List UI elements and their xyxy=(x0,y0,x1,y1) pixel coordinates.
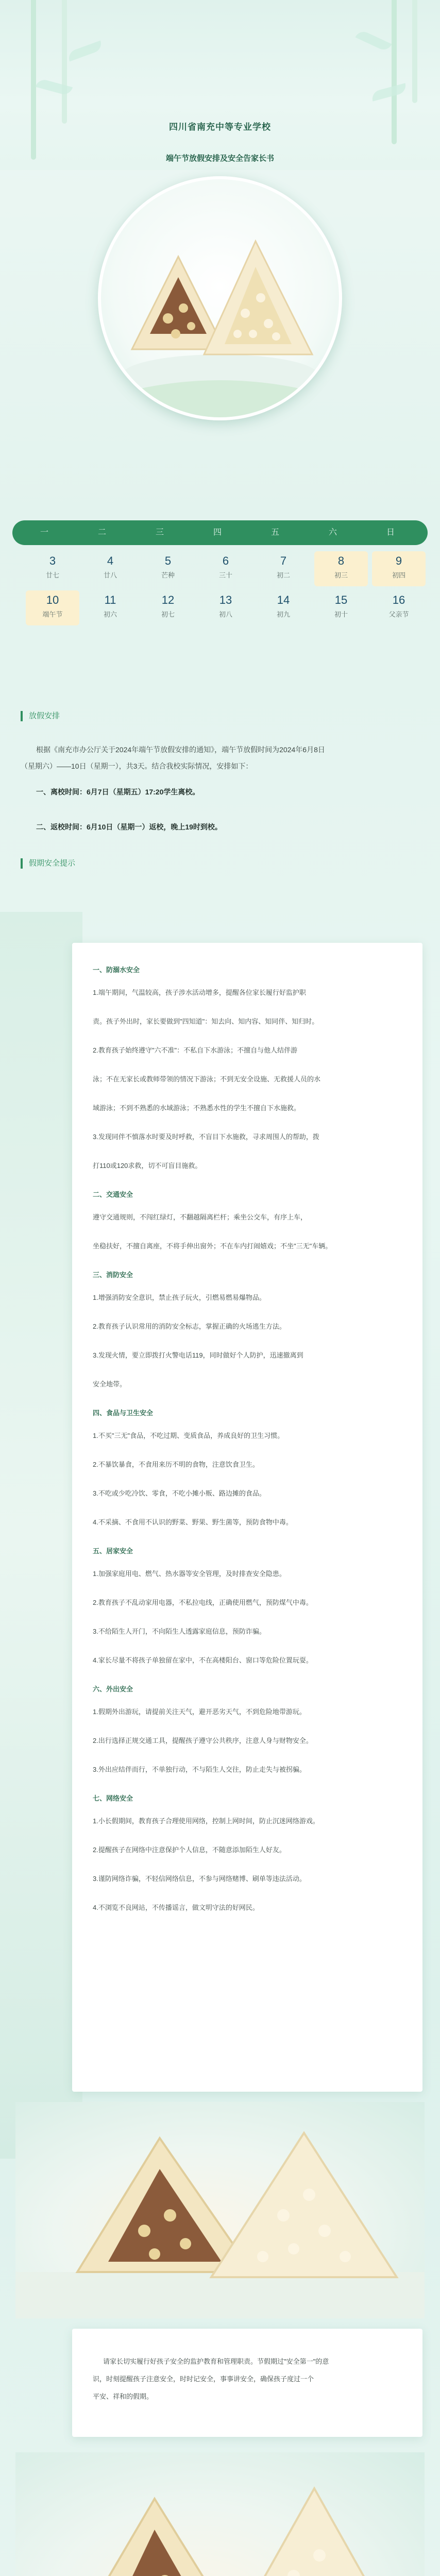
weekday-mon: 一 xyxy=(40,528,48,537)
bamboo-decoration xyxy=(62,0,67,124)
leaf-decoration xyxy=(370,83,408,101)
calendar-day xyxy=(199,551,252,586)
safety-line: 1.小长假期间，教育孩子合理使用网络，控制上网时间，防止沉迷网络游戏。 xyxy=(93,1817,319,1825)
safety-line: 打110或120求救，切不可盲目施救。 xyxy=(93,1162,202,1170)
calendar-day xyxy=(199,590,252,625)
calendar-day-holiday xyxy=(26,590,79,625)
safety-section-heading: 四、食品与卫生安全 xyxy=(93,1409,154,1417)
zongzi-hero-image xyxy=(98,176,342,420)
safety-line: 4.不采摘、不食用不认识的野菜、野果、野生菌等，预防食物中毒。 xyxy=(93,1518,293,1526)
safety-line: 4.不浏览不良网站，不传播谣言，做文明守法的好网民。 xyxy=(93,1904,259,1911)
day-number: 7 xyxy=(280,554,287,567)
safety-line: 2.出行选择正规交通工具，提醒孩子遵守公共秩序，注意人身与财物安全。 xyxy=(93,1737,313,1744)
lunar-date: 初三 xyxy=(334,571,348,579)
safety-line: 2.提醒孩子在网络中注意保护个人信息，不随意添加陌生人好友。 xyxy=(93,1846,286,1854)
calendar-day xyxy=(257,551,310,586)
lunar-date: 初二 xyxy=(276,571,290,579)
day-number: 16 xyxy=(392,594,405,606)
safety-line: 2.教育孩子认识常用的消防安全标志，掌握正确的火场逃生方法。 xyxy=(93,1323,286,1330)
safety-line: 3.不吃或少吃冷饮、零食，不吃小摊小贩、路边摊的食品。 xyxy=(93,1489,266,1497)
weekday-sat: 六 xyxy=(328,528,337,537)
lunar-date: 初十 xyxy=(334,611,348,618)
safety-line: 安全地带。 xyxy=(93,1380,127,1388)
day-number: 3 xyxy=(49,554,56,567)
zongzi-illustration xyxy=(101,179,339,417)
page-title: 端午节放假安排及安全告家长书 xyxy=(165,154,274,163)
day-number: 14 xyxy=(277,594,290,606)
day-number: 8 xyxy=(337,554,345,567)
closing-text-line: 请家长切实履行好孩子安全的监护教育和管理职责。节假期过"安全第一"的意 xyxy=(103,2358,329,2365)
calendar-day xyxy=(372,590,426,625)
closing-text-line: 识，时刻提醒孩子注意安全，时时记安全，事事讲安全，确保孩子度过一个 xyxy=(93,2375,314,2383)
bamboo-decoration xyxy=(31,0,36,160)
calendar-day xyxy=(141,590,195,625)
safety-line: 3.发现同伴不慎落水时要及时呼救，不盲目下水施救，寻求周围人的帮助，拨 xyxy=(93,1133,319,1141)
weekday-sun: 日 xyxy=(386,528,395,537)
safety-line: 1.不买"三无"食品，不吃过期、变质食品，养成良好的卫生习惯。 xyxy=(93,1432,284,1439)
calendar-day-holiday xyxy=(314,551,368,586)
calendar-day xyxy=(314,590,368,625)
calendar-day xyxy=(83,551,137,586)
lunar-date: 初七 xyxy=(161,611,175,618)
safety-line: 1.增强消防安全意识，禁止孩子玩火，引燃易燃易爆物品。 xyxy=(93,1294,266,1301)
day-number: 5 xyxy=(164,554,172,567)
safety-section-heading: 五、居家安全 xyxy=(93,1547,133,1555)
zongzi-photo-illustration xyxy=(15,2102,425,2318)
safety-section-heading: 三、消防安全 xyxy=(93,1271,133,1279)
weekday-wed: 三 xyxy=(155,528,164,537)
lunar-date: 端午节 xyxy=(42,611,63,618)
section-label-holiday: 放假安排 xyxy=(21,711,60,721)
zongzi-photo-2 xyxy=(15,2452,425,2576)
closing-text-line: 平安、祥和的假期。 xyxy=(93,2393,154,2400)
page-header xyxy=(0,0,440,170)
safety-line: 2.不暴饮暴食，不食用来历不明的食物，注意饮食卫生。 xyxy=(93,1461,259,1468)
calendar-day xyxy=(257,590,310,625)
zongzi-photo xyxy=(15,2102,425,2318)
day-number: 15 xyxy=(334,594,348,606)
lunar-date: 初九 xyxy=(276,611,290,618)
safety-line: 4.家长尽量不将孩子单独留在家中，不在高楼阳台、窗口等危险位置玩耍。 xyxy=(93,1656,313,1664)
lunar-date: 父亲节 xyxy=(388,611,409,618)
leaf-decoration xyxy=(355,29,392,53)
bamboo-decoration xyxy=(412,0,417,103)
weekday-fri: 五 xyxy=(270,528,279,537)
safety-line: 2.教育孩子始终遵守"六不准"：不私自下水游泳；不擅自与他人结伴游 xyxy=(93,1046,298,1054)
safety-line: 3.谨防网络诈骗，不轻信网络信息，不参与网络赌博、刷单等违法活动。 xyxy=(93,1875,306,1883)
calendar-day-holiday xyxy=(372,551,426,586)
day-number: 4 xyxy=(107,554,114,567)
safety-line: 责。孩子外出时，家长要做到"四知道"：知去向、知内容、知同伴、知归时。 xyxy=(93,1018,319,1025)
safety-section-heading: 二、交通安全 xyxy=(93,1191,133,1198)
lunar-date: 廿七 xyxy=(45,571,59,579)
lunar-date: 初四 xyxy=(392,571,405,579)
side-decoration xyxy=(0,912,82,2159)
day-number: 6 xyxy=(222,554,229,567)
holiday-intro-line: （星期六）——10日（星期一），共3天。结合我校实际情况，安排如下： xyxy=(21,762,253,770)
safety-line: 1.端午期间，气温较高，孩子涉水活动增多，提醒各位家长履行好监护职 xyxy=(93,989,306,996)
safety-line: 3.外出应结伴而行，不单独行动，不与陌生人交往，防止走失与被拐骗。 xyxy=(93,1766,306,1773)
weekday-thu: 四 xyxy=(213,528,222,537)
safety-line: 遵守交通规则，不闯红绿灯，不翻越隔离栏杆；乘坐公交车，有序上车， xyxy=(93,1213,308,1221)
lunar-date: 初八 xyxy=(218,611,232,618)
calendar-weekday-header xyxy=(12,520,428,545)
safety-section-heading: 一、防溺水安全 xyxy=(93,966,140,974)
calendar-day xyxy=(26,551,79,586)
day-number: 10 xyxy=(46,594,59,606)
leaf-decoration xyxy=(66,41,104,62)
safety-line: 泳；不在无家长或教师带领的情况下游泳；不到无安全设施、无救援人员的水 xyxy=(93,1075,321,1083)
safety-line: 3.不给陌生人开门，不向陌生人透露家庭信息，预防诈骗。 xyxy=(93,1628,266,1635)
holiday-intro-line: 根据《南充市办公厅关于2024年端午节放假安排的通知》，端午节放假时间为2024年6月8日 xyxy=(36,745,325,754)
safety-line: 1.假期外出游玩，请提前关注天气，避开恶劣天气，不到危险地带游玩。 xyxy=(93,1708,306,1716)
calendar-day xyxy=(83,590,137,625)
lunar-date: 三十 xyxy=(218,571,232,579)
day-number: 11 xyxy=(104,594,116,606)
safety-line: 坐稳扶好，不擅自离座，不将手伸出窗外；不在车内打闹嬉戏；不坐"三无"车辆。 xyxy=(93,1242,332,1250)
section-label-safety: 假期安全提示 xyxy=(21,858,75,869)
day-number: 13 xyxy=(219,594,232,606)
lunar-date: 芒种 xyxy=(161,571,175,579)
lunar-date: 初六 xyxy=(103,611,117,618)
lunar-date: 廿八 xyxy=(103,571,117,579)
safety-line: 1.加强家庭用电、燃气、热水器等安全管理，及时排查安全隐患。 xyxy=(93,1570,286,1578)
day-number: 9 xyxy=(395,554,402,567)
leaf-decoration xyxy=(36,78,73,96)
safety-line: 2.教育孩子不乱动家用电器，不私拉电线，正确使用燃气，预防煤气中毒。 xyxy=(93,1599,313,1606)
return-time: 二、返校时间：6月10日（星期一）返校，晚上19时到校。 xyxy=(36,823,222,831)
day-number: 12 xyxy=(161,594,175,606)
zongzi-photo-illustration xyxy=(15,2452,425,2576)
safety-section-heading: 七、网络安全 xyxy=(93,1794,133,1802)
weekday-tue: 二 xyxy=(97,528,106,537)
safety-line: 3.发现火情，要立即拨打火警电话119，同时做好个人防护，迅速撤离到 xyxy=(93,1351,303,1359)
calendar-day xyxy=(141,551,195,586)
leave-time: 一、离校时间：6月7日（星期五）17:20学生离校。 xyxy=(36,788,200,796)
safety-section-heading: 六、外出安全 xyxy=(93,1685,133,1693)
safety-line: 域游泳；不到不熟悉的水域游泳；不熟悉水性的学生不擅自下水施救。 xyxy=(93,1104,301,1112)
school-name: 四川省南充中等专业学校 xyxy=(169,122,271,132)
